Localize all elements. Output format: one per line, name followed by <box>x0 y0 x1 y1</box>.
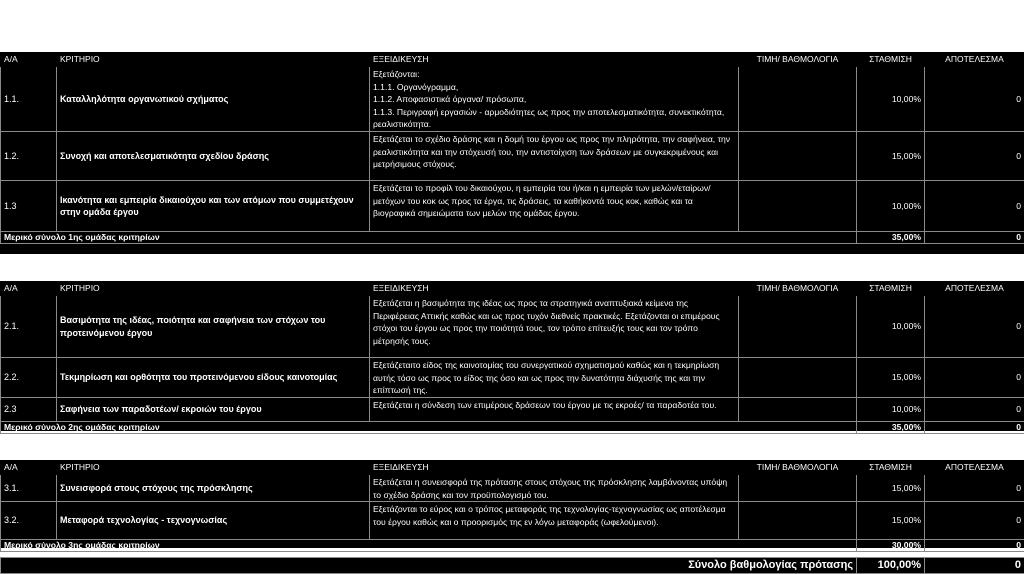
table-row <box>1 475 1024 502</box>
header-score: ΤΙΜΗ/ ΒΑΘΜΟΛΟΓΙΑ <box>739 282 857 296</box>
row-criterion: Καταλληλότητα οργανωτικού σχήματος <box>57 67 370 132</box>
header-specification: ΕΞΕΙΔΙΚΕΥΣΗ <box>370 461 739 475</box>
table-row <box>1 358 1024 398</box>
subtotal-label: Μερικό σύνολο 2ης ομάδας κριτηρίων <box>1 421 857 433</box>
grand-total-weight: 100,00% <box>857 558 925 574</box>
row-result: 0 <box>925 475 1024 502</box>
header-specification: ΕΞΕΙΔΙΚΕΥΣΗ <box>370 53 739 67</box>
row-result: 0 <box>925 132 1024 181</box>
row-result: 0 <box>925 502 1024 540</box>
row-specification: Εξετάζεται το προφίλ του δικαιούχου, η εμπειρία του ή/και η εμπειρία των μελών/εταίρων/μετόχων του κοκ ως προς τα έργα, τις δράσεις, τα καθήκοντά τους κοκ, καθώς και τα βιογραφικά σημειώματα των μελών της ομάδας έργου. <box>370 181 739 232</box>
subtotal-weight: 35,00% <box>857 421 925 433</box>
row-criterion: Μεταφορά τεχνολογίας - τεχνογνωσίας <box>57 502 370 540</box>
row-criterion: Βασιμότητα της ιδέας, ποιότητα και σαφήνεια των στόχων του προτεινόμενου έργου <box>57 296 370 358</box>
header-score: ΤΙΜΗ/ ΒΑΘΜΟΛΟΓΙΑ <box>739 53 857 67</box>
subtotal-row <box>1 232 1024 244</box>
subtotal-result: 0 <box>925 232 1024 244</box>
criteria-group-3 <box>0 460 1024 548</box>
header-weight: ΣΤΑΘΜΙΣΗ <box>857 53 925 67</box>
row-weight: 10,00% <box>857 181 925 232</box>
header-aa: Α/Α <box>1 461 57 475</box>
header-criterion: ΚΡΙΤΗΡΙΟ <box>57 53 370 67</box>
grand-total-bar <box>0 557 1024 574</box>
row-aa: 3.1. <box>1 475 57 502</box>
subtotal-result: 0 <box>925 540 1024 552</box>
row-score-cell[interactable] <box>739 475 857 502</box>
row-specification: Εξετάζεται η σύνδεση των επιμέρους δράσεων του έργου με τις εκροές/ τα παραδοτέα του. <box>370 397 739 421</box>
row-specification: Εξετάζεταιτο είδος της καινοτομίας του συνεργατικού σχηματισμού καθώς και η τεκμηρίωση αυτής τόσο ως προς το είδος της όσο και ως προς την δυνατότητα διάχυσής της και την επίπτωσή της. <box>370 358 739 398</box>
subtotal-label: Μερικό σύνολο 1ης ομάδας κριτηρίων <box>1 232 857 244</box>
table-header-row <box>1 282 1024 296</box>
table-row <box>1 67 1024 132</box>
subtotal-row <box>1 540 1024 552</box>
row-result: 0 <box>925 296 1024 358</box>
row-aa: 3.2. <box>1 502 57 540</box>
row-weight: 15,00% <box>857 132 925 181</box>
row-result: 0 <box>925 358 1024 398</box>
criteria-table-2 <box>0 281 1024 434</box>
subtotal-label: Μερικό σύνολο 3ης ομάδας κριτηρίων <box>1 540 857 552</box>
row-weight: 10,00% <box>857 296 925 358</box>
header-result: ΑΠΟΤΕΛΕΣΜΑ <box>925 53 1024 67</box>
table-row <box>1 397 1024 421</box>
row-score-cell[interactable] <box>739 502 857 540</box>
row-specification: Εξετάζονται το εύρος και ο τρόπος μεταφοράς της τεχνολογίας-τεχνογνωσίας ως αποτέλεσμα του έργου καθώς και ο προορισμός της εν λόγω μεταφοράς (ωφελούμενοι). <box>370 502 739 540</box>
table-row <box>1 296 1024 358</box>
row-criterion: Συνεισφορά στους στόχους της πρόσκλησης <box>57 475 370 502</box>
row-result: 0 <box>925 397 1024 421</box>
subtotal-weight: 30,00% <box>857 540 925 552</box>
row-aa: 2.3 <box>1 397 57 421</box>
header-weight: ΣΤΑΘΜΙΣΗ <box>857 461 925 475</box>
table-header-row <box>1 461 1024 475</box>
criteria-group-2 <box>0 281 1024 431</box>
row-score-cell[interactable] <box>739 397 857 421</box>
row-criterion: Συνοχή και αποτελεσματικότητα σχεδίου δράσης <box>57 132 370 181</box>
header-aa: Α/Α <box>1 282 57 296</box>
grand-total-label: Σύνολο βαθμολογίας πρότασης <box>1 558 857 574</box>
subtotal-row <box>1 421 1024 433</box>
header-score: ΤΙΜΗ/ ΒΑΘΜΟΛΟΓΙΑ <box>739 461 857 475</box>
row-aa: 1.3 <box>1 181 57 232</box>
row-score-cell[interactable] <box>739 132 857 181</box>
row-specification: Εξετάζεται η συνεισφορά της πρότασης στους στόχους της πρόσκλησης λαμβάνοντας υπόψη το σχέδιο δράσης και τον προϋπολογισμό του. <box>370 475 739 502</box>
header-result: ΑΠΟΤΕΛΕΣΜΑ <box>925 461 1024 475</box>
table-header-row <box>1 53 1024 67</box>
row-weight: 10,00% <box>857 67 925 132</box>
row-result: 0 <box>925 67 1024 132</box>
row-score-cell[interactable] <box>739 67 857 132</box>
row-aa: 2.2. <box>1 358 57 398</box>
header-specification: ΕΞΕΙΔΙΚΕΥΣΗ <box>370 282 739 296</box>
row-weight: 15,00% <box>857 475 925 502</box>
row-weight: 10,00% <box>857 397 925 421</box>
criteria-table-3 <box>0 460 1024 552</box>
header-aa: Α/Α <box>1 53 57 67</box>
table-row <box>1 502 1024 540</box>
row-specification: Εξετάζεται το σχέδιο δράσης και η δομή του έργου ως προς την πληρότητα, την σαφήνεια, την ρεαλιστικότητα και την στόχευσή του, την αντιστοίχιση των δράσεων με συγκεκριμένους και μετρήσιμους στόχους. <box>370 132 739 181</box>
row-weight: 15,00% <box>857 358 925 398</box>
row-criterion: Ικανότητα και εμπειρία δικαιούχου και των ατόμων που συμμετέχουν στην ομάδα έργου <box>57 181 370 232</box>
criteria-group-1 <box>0 52 1024 254</box>
row-score-cell[interactable] <box>739 358 857 398</box>
subtotal-weight: 35,00% <box>857 232 925 244</box>
subtotal-result: 0 <box>925 421 1024 433</box>
header-criterion: ΚΡΙΤΗΡΙΟ <box>57 282 370 296</box>
criteria-table-1 <box>0 52 1024 244</box>
row-criterion: Τεκμηρίωση και ορθότητα του προτεινόμενου είδους καινοτομίας <box>57 358 370 398</box>
header-criterion: ΚΡΙΤΗΡΙΟ <box>57 461 370 475</box>
row-result: 0 <box>925 181 1024 232</box>
row-specification: Εξετάζονται: 1.1.1. Οργανόγραμμα, 1.1.2. Αποφασιστικά όργανα/ πρόσωπα, 1.1.3. Περιγραφή εργασιών - αρμοδιότητες ως προς την αποτελεσματικότητα, συνεκτικότητα, ρεαλιστικότητα. <box>370 67 739 132</box>
grand-total-table <box>0 557 1024 574</box>
header-result: ΑΠΟΤΕΛΕΣΜΑ <box>925 282 1024 296</box>
row-score-cell[interactable] <box>739 181 857 232</box>
row-aa: 1.2. <box>1 132 57 181</box>
table-row <box>1 132 1024 181</box>
row-score-cell[interactable] <box>739 296 857 358</box>
row-specification: Εξετάζεται η βασιμότητα της ιδέας ως προς τα στρατηγικά αναπτυξιακά κείμενα της Περιφέρειας Αττικής καθώς και ως προς τυχόν διεθνείς πρακτικές. Εξετάζονται οι επιμέρους στόχοι του έργου ως προς την ποιότητά τους, τον τρόπο επίτευξής τους και τον τρόπο μέτρησής τους. <box>370 296 739 358</box>
row-weight: 15,00% <box>857 502 925 540</box>
row-aa: 1.1. <box>1 67 57 132</box>
grand-total-row <box>1 558 1024 574</box>
row-criterion: Σαφήνεια των παραδοτέων/ εκροιών του έργου <box>57 397 370 421</box>
table-row <box>1 181 1024 232</box>
header-weight: ΣΤΑΘΜΙΣΗ <box>857 282 925 296</box>
row-aa: 2.1. <box>1 296 57 358</box>
grand-total-result: 0 <box>925 558 1024 574</box>
